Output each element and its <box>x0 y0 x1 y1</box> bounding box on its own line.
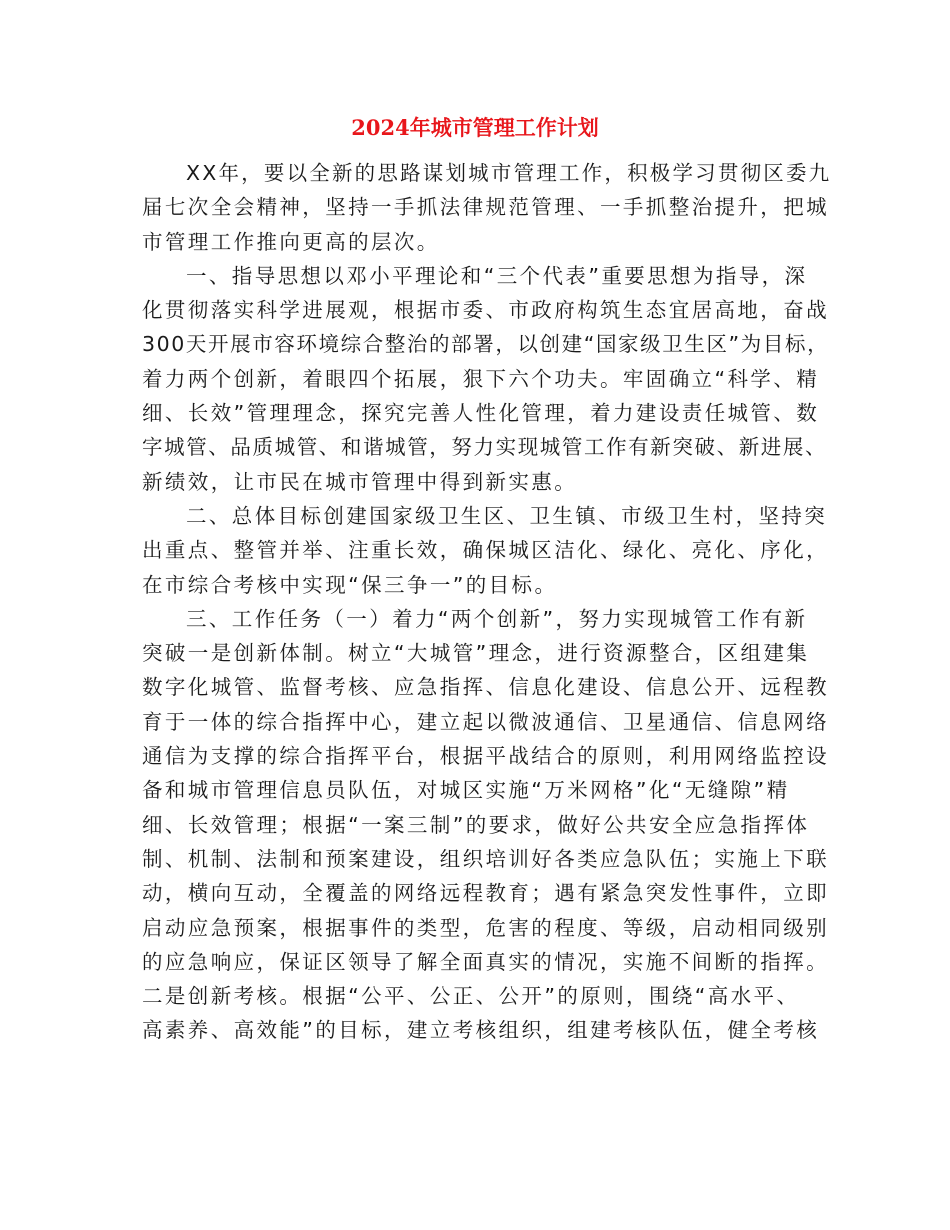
text-line: 突破一是创新体制。树立“大城管”理念，进行资源整合，区组建集 <box>142 641 810 666</box>
text-line: 通信为支撑的综合指挥平台，根据平战结合的原则，利用网络监控设 <box>142 744 829 769</box>
text-line: 化贯彻落实科学进展观，根据市委、市政府构筑生态宜居高地，奋战 <box>142 298 829 323</box>
text-line: 一、指导思想以邓小平理论和“三个代表”重要思想为指导，深 <box>186 263 808 288</box>
text-line: 字城管、品质城管、和谐城管，努力实现城管工作有新突破、新进展、 <box>142 435 828 460</box>
text-line: 制、机制、法制和预案建设，组织培训好各类应急队伍；实施上下联 <box>142 846 829 871</box>
text-line: 着力两个创新，着眼四个拓展，狠下六个功夫。牢固确立“科学、精 <box>142 366 820 391</box>
text-line: 高素养、高效能”的目标，建立考核组织，组建考核队伍，健全考核 <box>142 1018 820 1043</box>
text-line: 在市综合考核中实现“保三争一”的目标。 <box>142 572 558 597</box>
document-title: 2024年城市管理工作计划 <box>351 115 599 140</box>
paragraph-intro <box>142 156 832 259</box>
text-line: 启动应急预案，根据事件的类型，危害的程度、等级，启动相同级别 <box>142 915 829 940</box>
text-line: 出重点、整管并举、注重长效，确保城区洁化、绿化、亮化、序化， <box>142 538 829 563</box>
text-line: 市管理工作推向更高的层次。 <box>142 229 440 254</box>
paragraph-work-tasks <box>142 602 829 1048</box>
paragraph-guiding-ideology <box>142 259 830 499</box>
text-line: 备和城市管理信息员队伍，对城区实施“万米网格”化“无缝隙”精 <box>142 778 790 803</box>
text-line: 的应急响应，保证区领导了解全面真实的情况，实施不间断的指挥。 <box>142 949 829 974</box>
text-line: 二、总体目标创建国家级卫生区、卫生镇、市级卫生村，坚持突 <box>186 503 828 528</box>
text-line: 三、工作任务（一）着力“两个创新”，努力实现城管工作有新 <box>186 606 808 631</box>
paragraph-overall-goal <box>142 499 829 602</box>
text-line: 数字化城管、监督考核、应急指挥、信息化建设、信息公开、远程教 <box>142 675 829 700</box>
text-line: 细、长效管理；根据“一案三制”的要求，做好公共安全应急指挥体 <box>142 812 810 837</box>
text-line: 二是创新考核。根据“公平、公正、公开”的原则，围绕“高水平、 <box>142 984 800 1009</box>
text-line: 300天开展市容环境综合整治的部署，以创建“国家级卫生区”为目标， <box>142 332 830 357</box>
document-body <box>142 156 832 1048</box>
text-line: XX年，要以全新的思路谋划城市管理工作，积极学习贯彻区委九 <box>186 161 832 185</box>
text-line: 育于一体的综合指挥中心，建立起以微波通信、卫星通信、信息网络 <box>142 709 829 734</box>
text-line: 届七次全会精神，坚持一手抓法律规范管理、一手抓整治提升，把城 <box>142 195 829 220</box>
text-line: 新绩效，让市民在城市管理中得到新实惠。 <box>142 469 578 494</box>
text-line: 动，横向互动，全覆盖的网络远程教育；遇有紧急突发性事件，立即 <box>142 881 829 906</box>
text-line: 细、长效”管理理念，探究完善人性化管理，着力建设责任城管、数 <box>142 401 820 426</box>
